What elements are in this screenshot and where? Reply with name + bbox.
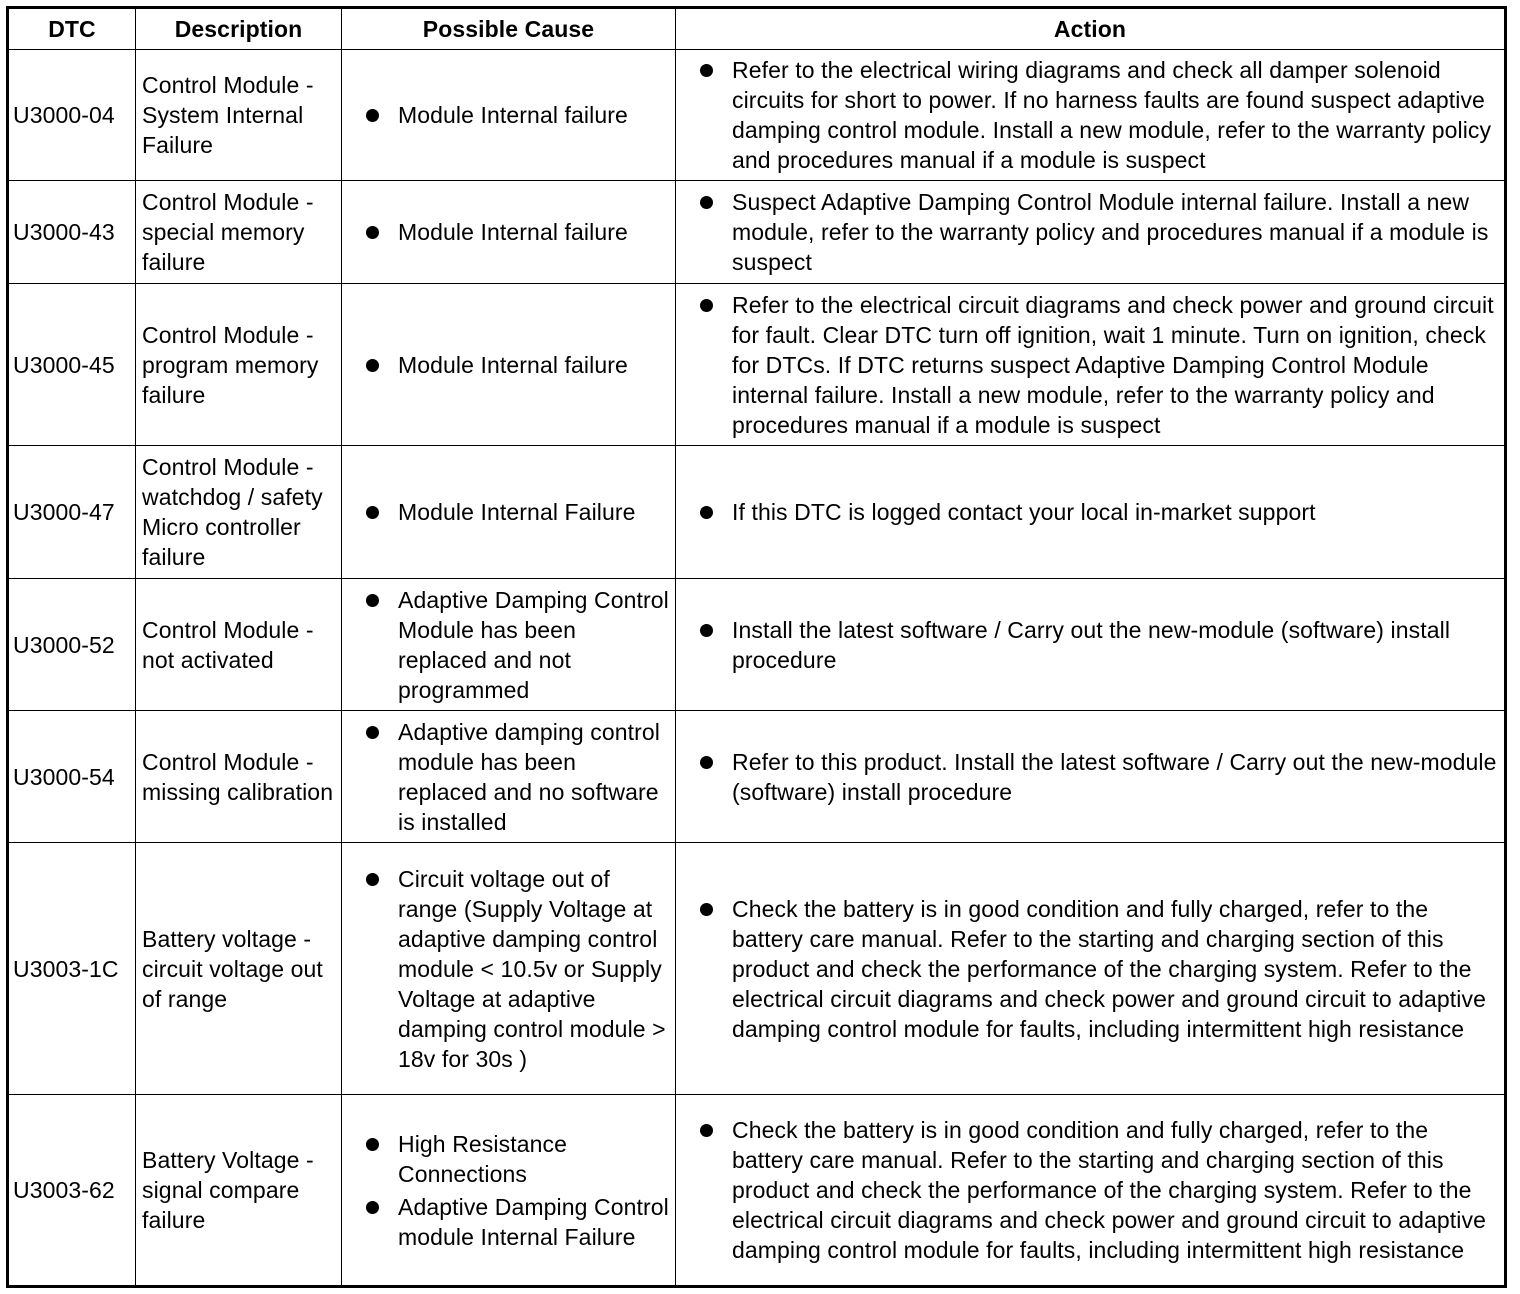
cause-text: Module Internal failure <box>398 102 628 128</box>
bullet-icon <box>700 624 713 637</box>
cause-text: Module Internal failure <box>398 219 628 245</box>
action-text: Install the latest software / Carry out the new-module (software) install procedure <box>732 616 1451 673</box>
cause-list <box>342 100 671 130</box>
table-row <box>8 843 1506 1095</box>
dtc-description: Control Module - missing calibration <box>136 711 342 843</box>
table-row <box>8 579 1506 711</box>
action-cell <box>676 50 1506 181</box>
cause-list <box>342 864 671 1074</box>
header-dtc: DTC <box>8 8 136 50</box>
action-text: Suspect Adaptive Damping Control Module internal failure. Install a new module, refer to the warranty policy and procedures manual if a module is suspect <box>732 189 1489 275</box>
cause-text: Circuit voltage out of range (Supply Voltage at adaptive damping control module < 10.5v or Supply Voltage at adaptive damping control module > 18v for 30s ) <box>398 865 666 1072</box>
table-row <box>8 284 1506 446</box>
action-text: Check the battery is in good condition and fully charged, refer to the battery care manual. Refer to the starting and charging section of this product and check the performance of the charging system. Refer to the electrical circuit diagrams and check power and ground circuit to adaptive damping control module for faults, including intermittent high resistance <box>732 1117 1487 1263</box>
dtc-code: U3000-54 <box>8 711 136 843</box>
action-list <box>676 497 1500 527</box>
action-list <box>676 187 1500 277</box>
cause-text: Module Internal Failure <box>398 499 636 525</box>
action-item <box>676 55 1500 175</box>
cause-item <box>342 350 671 380</box>
dtc-code: U3003-1C <box>8 843 136 1095</box>
dtc-description: Control Module - System Internal Failure <box>136 50 342 181</box>
dtc-code: U3000-47 <box>8 446 136 579</box>
dtc-description: Control Module - watchdog / safety Micro controller failure <box>136 446 342 579</box>
dtc-description: Control Module - not activated <box>136 579 342 711</box>
bullet-icon <box>700 196 713 209</box>
cause-list <box>342 497 671 527</box>
possible-cause-cell <box>342 446 676 579</box>
possible-cause-cell <box>342 1095 676 1287</box>
dtc-code: U3000-04 <box>8 50 136 181</box>
dtc-code: U3000-43 <box>8 181 136 284</box>
possible-cause-cell <box>342 711 676 843</box>
cause-item <box>342 717 671 837</box>
action-cell <box>676 579 1506 711</box>
bullet-icon <box>700 299 713 312</box>
possible-cause-cell <box>342 284 676 446</box>
bullet-icon <box>366 726 379 739</box>
dtc-description: Control Module - special memory failure <box>136 181 342 284</box>
cause-list <box>342 1129 671 1252</box>
cause-text: High Resistance Connections <box>398 1130 567 1187</box>
action-item <box>676 187 1500 277</box>
action-cell <box>676 181 1506 284</box>
bullet-icon <box>366 1201 379 1214</box>
action-list <box>676 290 1500 440</box>
bullet-icon <box>366 1138 379 1151</box>
table-row <box>8 1095 1506 1287</box>
dtc-code: U3000-52 <box>8 579 136 711</box>
possible-cause-cell <box>342 50 676 181</box>
action-cell <box>676 711 1506 843</box>
action-cell <box>676 843 1506 1095</box>
dtc-code: U3000-45 <box>8 284 136 446</box>
dtc-description: Battery Voltage - signal compare failure <box>136 1095 342 1287</box>
header-action: Action <box>676 8 1506 50</box>
table-row <box>8 181 1506 284</box>
action-text: Refer to the electrical circuit diagrams and check power and ground circuit for fault. Clear DTC turn off ignition, wait 1 minute. Turn on ignition, check for DTCs. If DTC returns suspect Adaptive Damping Control Module internal failure. Install a new module, refer to the warranty policy and procedures manual if a module is suspect <box>732 291 1494 438</box>
bullet-icon <box>700 506 713 519</box>
action-item <box>676 1115 1500 1265</box>
cause-list <box>342 350 671 380</box>
cause-text: Module Internal failure <box>398 351 628 378</box>
table-header-row <box>8 8 1506 50</box>
cause-item <box>342 864 671 1074</box>
cause-list <box>342 585 671 705</box>
bullet-icon <box>366 594 379 607</box>
action-text: Refer to this product. Install the latest software / Carry out the new-module (software) install procedure <box>732 748 1497 805</box>
dtc-table <box>6 6 1507 1288</box>
action-cell <box>676 1095 1506 1287</box>
action-list <box>676 1115 1500 1265</box>
bullet-icon <box>366 226 379 239</box>
action-item <box>676 894 1500 1044</box>
action-item <box>676 615 1500 675</box>
table-row <box>8 711 1506 843</box>
cause-text: Adaptive damping control module has been replaced and no software is installed <box>398 718 660 835</box>
bullet-icon <box>700 903 713 916</box>
table-row <box>8 446 1506 579</box>
bullet-icon <box>700 1124 713 1137</box>
cause-item <box>342 1129 671 1189</box>
cause-list <box>342 717 671 837</box>
possible-cause-cell <box>342 181 676 284</box>
cause-item <box>342 497 671 527</box>
dtc-description: Battery voltage - circuit voltage out of range <box>136 843 342 1095</box>
action-list <box>676 615 1500 675</box>
bullet-icon <box>366 359 379 372</box>
bullet-icon <box>366 506 379 519</box>
possible-cause-cell <box>342 579 676 711</box>
action-item <box>676 290 1500 440</box>
bullet-icon <box>700 64 713 77</box>
header-description: Description <box>136 8 342 50</box>
action-cell <box>676 446 1506 579</box>
cause-text: Adaptive Damping Control module Internal Failure <box>398 1193 669 1250</box>
cause-list <box>342 217 671 247</box>
bullet-icon <box>366 109 379 122</box>
action-cell <box>676 284 1506 446</box>
cause-item <box>342 1192 671 1252</box>
action-list <box>676 55 1500 175</box>
cause-item <box>342 585 671 705</box>
cause-text: Adaptive Damping Control Module has been replaced and not programmed <box>398 586 669 703</box>
dtc-description: Control Module - program memory failure <box>136 284 342 446</box>
bullet-icon <box>700 756 713 769</box>
bullet-icon <box>366 873 379 886</box>
possible-cause-cell <box>342 843 676 1095</box>
cause-item <box>342 217 671 247</box>
action-list <box>676 747 1500 807</box>
header-possible-cause: Possible Cause <box>342 8 676 50</box>
action-text: Refer to the electrical wiring diagrams and check all damper solenoid circuits for short to power. If no harness faults are found suspect adaptive damping control module. Install a new module, refer to the warranty policy and procedures manual if a module is suspect <box>732 57 1492 173</box>
action-text: If this DTC is logged contact your local in-market support <box>732 499 1316 525</box>
table-row <box>8 50 1506 181</box>
dtc-code: U3003-62 <box>8 1095 136 1287</box>
action-item <box>676 747 1500 807</box>
action-text: Check the battery is in good condition and fully charged, refer to the battery care manual. Refer to the starting and charging section of this product and check the performance of the charging system. Refer to the electrical circuit diagrams and check power and ground circuit to adaptive damping control module for faults, including intermittent high resistance <box>732 895 1487 1042</box>
cause-item <box>342 100 671 130</box>
action-list <box>676 894 1500 1044</box>
action-item <box>676 497 1500 527</box>
